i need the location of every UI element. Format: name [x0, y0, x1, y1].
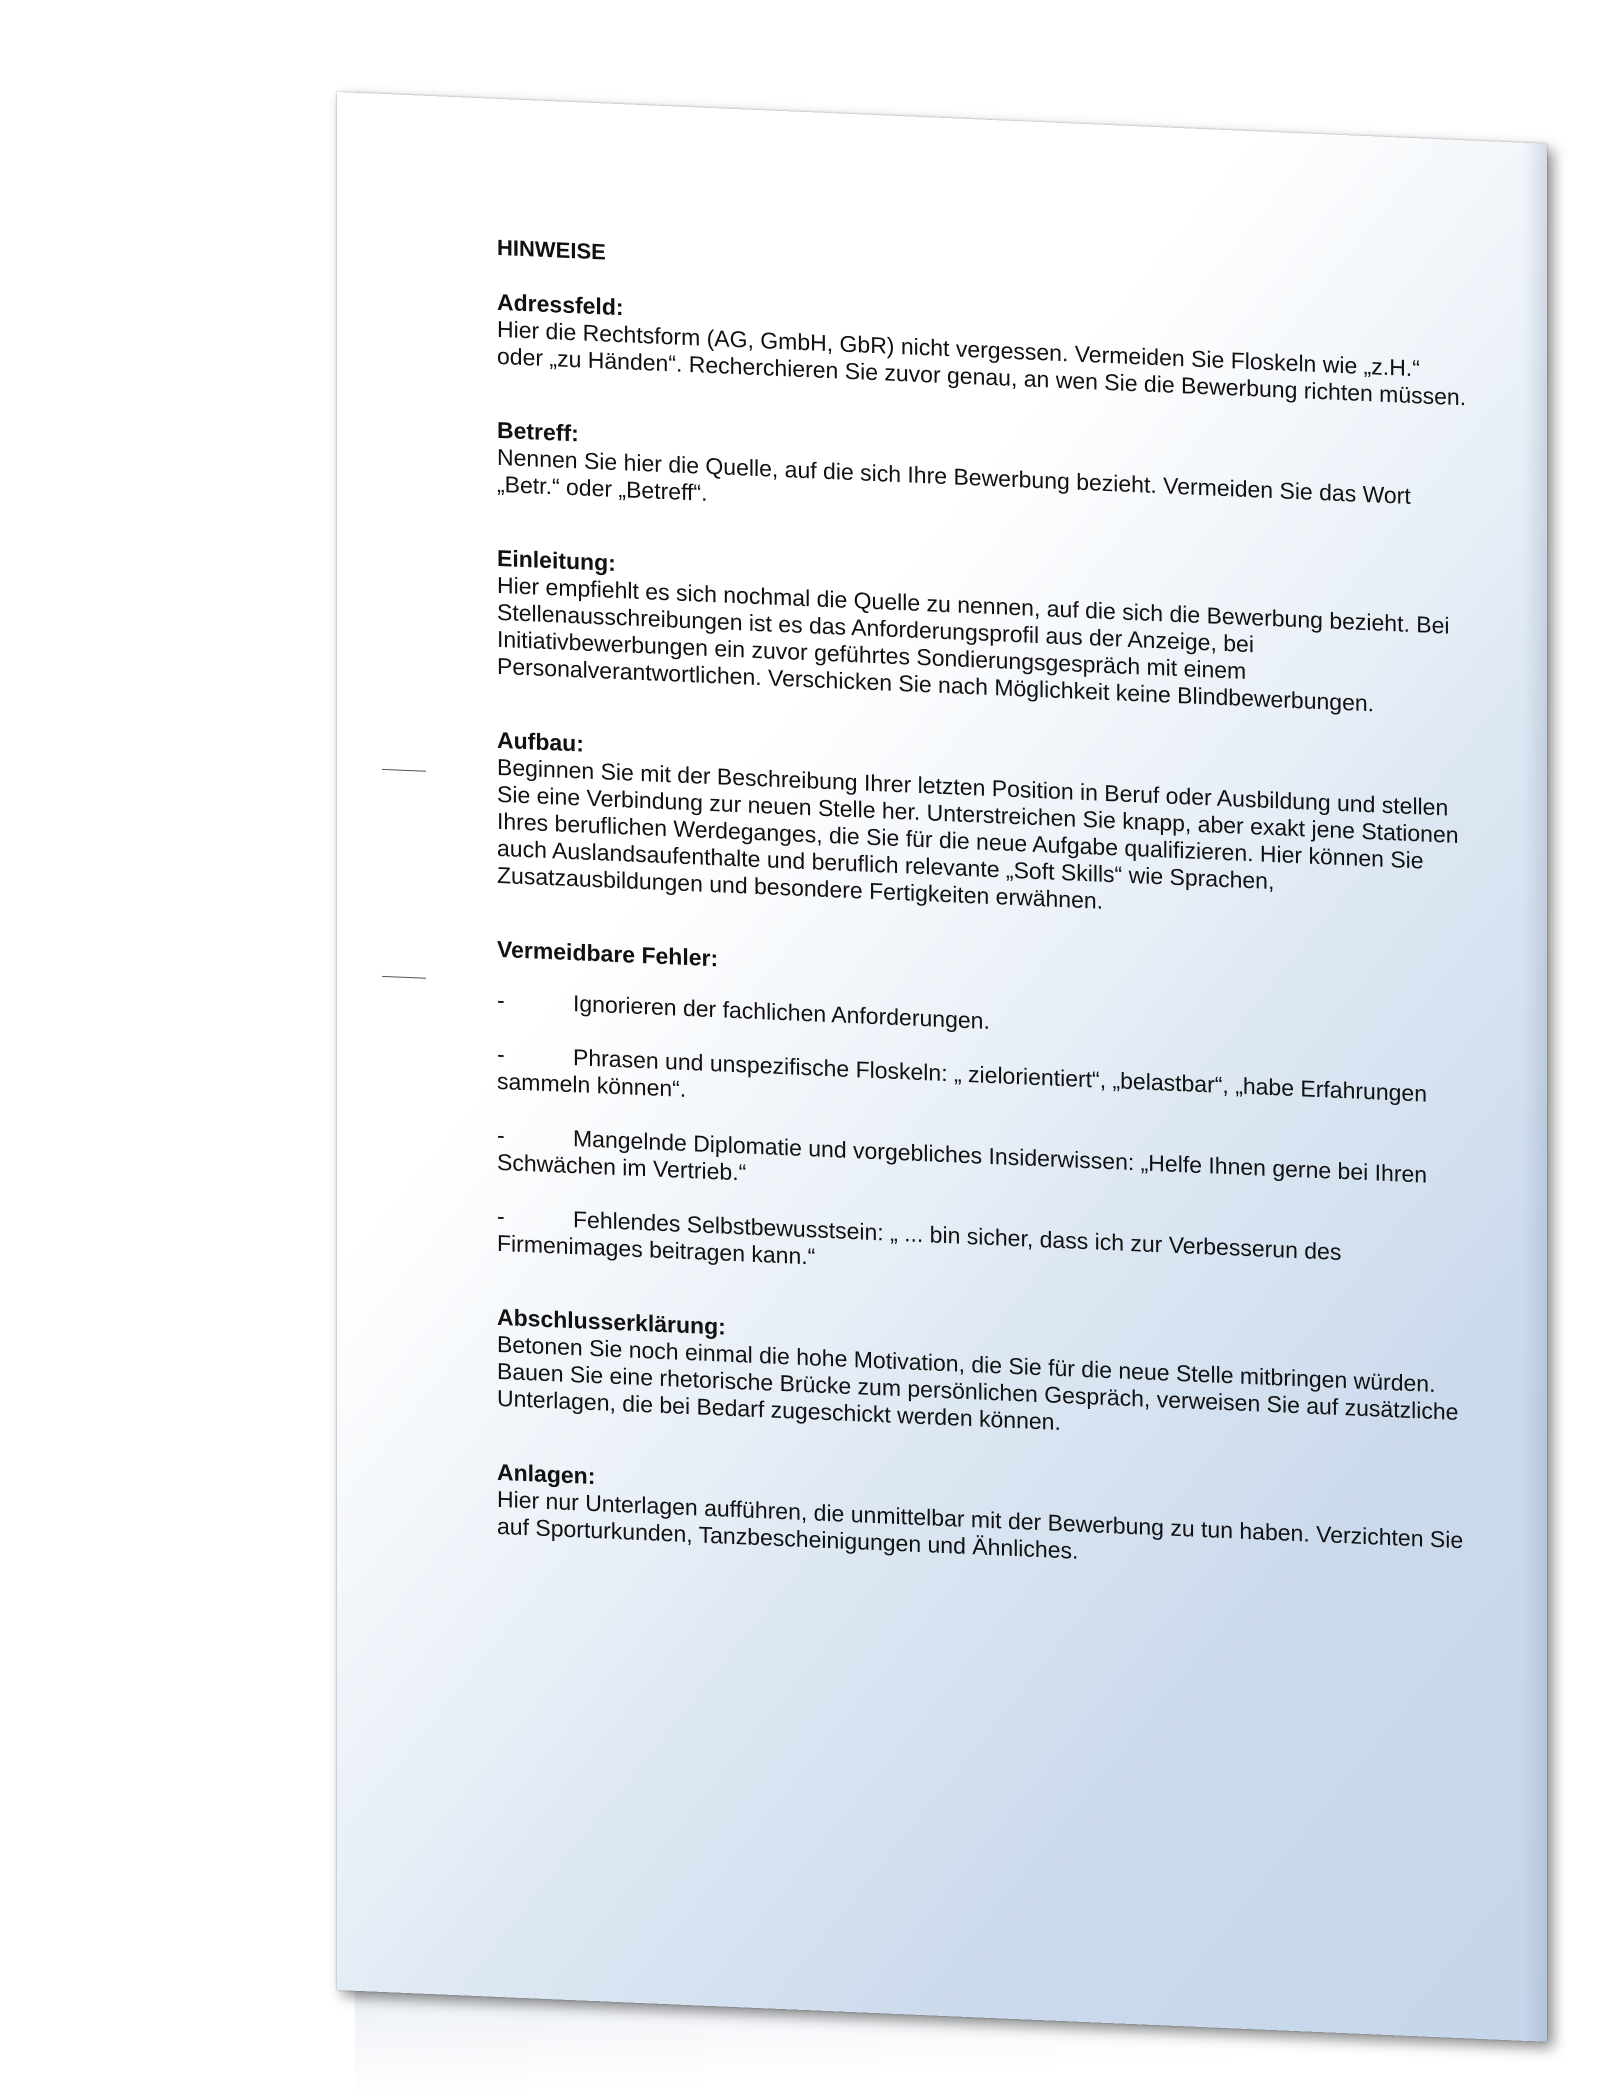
- section-text: Hier empfiehlt es sich nochmal die Quelle zu nennen, auf die sich die Bewerbung bezieht. Bei Stellenausschreibungen ist es das Anforderungsprofil aus der Anzeige, bei Initiativbewerbungen ein zuvor geführtes Sondierungsgespräch mit einem Personalverantwortlichen. Verschicken Sie nach Möglichkeit keine Blindbewerbungen.: [497, 571, 1450, 717]
- section-text: Hier nur Unterlagen aufführen, die unmittelbar mit der Bewerbung zu tun haben. Verzichten Sie auf Sporturkunden, Tanzbescheinigungen und Ähnliches.: [497, 1485, 1464, 1564]
- section-abschlusserklaerung: [497, 1304, 1467, 1454]
- section-heading: Betreff:: [497, 416, 579, 447]
- list-item-text: Fehlendes Selbstbewusstsein: „ ... bin sicher, dass ich zur Verbesserun des Firmenimages beitragen kann.“: [497, 1206, 1342, 1270]
- section-heading: Adressfeld:: [497, 288, 624, 321]
- section-text: Betonen Sie noch einmal die hohe Motivation, die Sie für die neue Stelle mitbringen würden. Bauen Sie eine rhetorische Brücke zum persönlichen Gespräch, verweisen Sie auf zusätzliche Unterlagen, die bei Bedarf zugeschickt werden können.: [497, 1330, 1459, 1435]
- list-bullet: -: [497, 1202, 505, 1230]
- section-vermeidbare-fehler: [497, 936, 1467, 1299]
- section-text: Nennen Sie hier die Quelle, auf die sich Ihre Bewerbung bezieht. Vermeiden Sie das Wort „Betr.“ oder „Betreff“.: [497, 443, 1411, 509]
- list-bullet: -: [497, 1040, 505, 1068]
- section-betreff: [497, 417, 1467, 540]
- error-list: [497, 987, 1467, 1299]
- list-item: [497, 1041, 1467, 1137]
- section-heading: Einleitung:: [497, 544, 616, 576]
- section-heading: Anlagen:: [497, 1458, 596, 1490]
- section-aufbau: [497, 727, 1467, 931]
- list-item: [497, 1203, 1467, 1299]
- list-item: [497, 1122, 1467, 1218]
- section-heading: Aufbau:: [497, 726, 584, 757]
- document-page: [337, 92, 1547, 2042]
- document-content: [497, 234, 1467, 1629]
- list-item-text: Phrasen und unspezifische Floskeln: „ zielorientiert“, „belastbar“, „habe Erfahrungen sammeln können“.: [497, 1044, 1427, 1107]
- document-title: HINWEISE: [497, 234, 606, 265]
- fold-mark-top: [382, 769, 426, 772]
- section-heading: Abschlusserklärung:: [497, 1303, 726, 1340]
- list-item-text: Ignorieren der fachlichen Anforderungen.: [573, 990, 990, 1034]
- section-heading: Vermeidbare Fehler:: [497, 935, 719, 972]
- list-bullet: -: [497, 986, 505, 1014]
- section-anlagen: [497, 1459, 1467, 1582]
- list-item-text: Mangelnde Diplomatie und vorgebliches Insiderwissen: „Helfe Ihnen gerne bei Ihren Schwächen im Vertrieb.“: [497, 1125, 1428, 1188]
- section-einleitung: [497, 545, 1467, 722]
- section-text: Hier die Rechtsform (AG, GmbH, GbR) nicht vergessen. Vermeiden Sie Floskeln wie „z.H.“ oder „zu Händen“. Recherchieren Sie zuvor genau, an wen Sie die Bewerbung richten müssen.: [497, 315, 1467, 411]
- fold-mark-bottom: [382, 976, 426, 979]
- section-adressfeld: [497, 289, 1467, 412]
- section-text: Beginnen Sie mit der Beschreibung Ihrer letzten Position in Beruf oder Ausbildung und stellen Sie eine Verbindung zur neuen Stelle her. Unterstreichen Sie knapp, aber exakt jene Stationen Ihres beruflichen Werdeganges, die Sie für die neue Aufgabe qualifizieren. Hier können Sie auch Auslandsaufenthalte und beruflich relevante „Soft Skills“ wie Sprachen, Zusatzausbildungen und besondere Fertigkeiten erwähnen.: [497, 753, 1459, 914]
- list-bullet: -: [497, 1121, 505, 1149]
